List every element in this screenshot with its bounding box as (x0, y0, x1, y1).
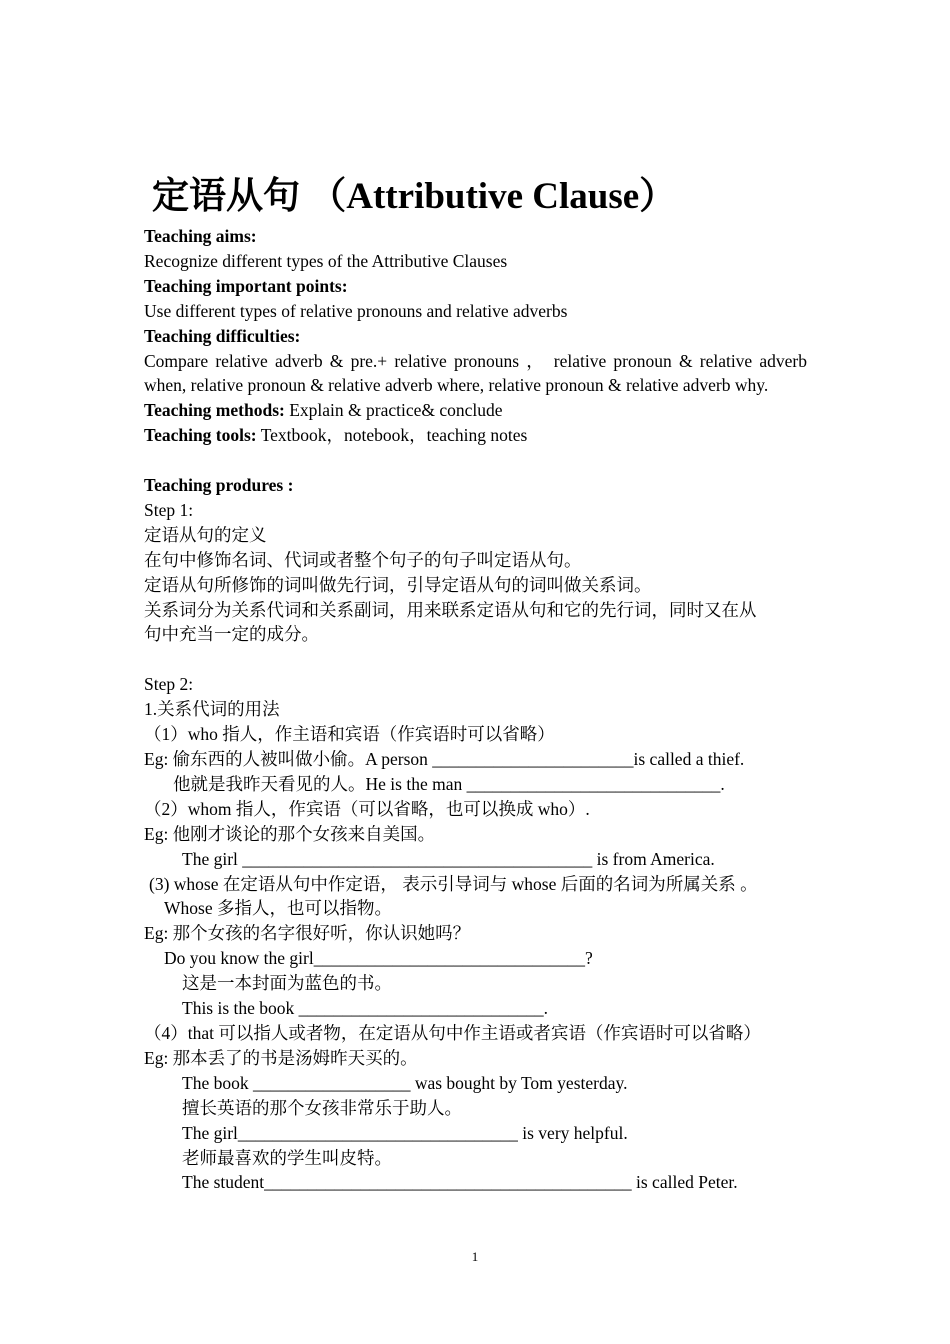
document-body (144, 224, 807, 1195)
step1-line: 句中充当一定的成分。 (144, 624, 319, 645)
exercise-line: Eg: 那本丢了的书是汤姆昨天买的。 (144, 1047, 418, 1068)
points-text: Use different types of relative pronouns and relative adverbs (144, 300, 568, 321)
procedures-heading: Teaching produres : (144, 475, 294, 496)
step2-line: （4）that 可以指人或者物，在定语从句中作主语或者宾语（作宾语时可以省略） (144, 1022, 761, 1043)
page-number: 1 (471, 1249, 479, 1264)
difficulties-heading: Teaching difficulties: (144, 325, 301, 346)
tools-text: Textbook，notebook，teaching notes (256, 425, 528, 446)
blank-line (144, 448, 807, 473)
methods-line (144, 398, 807, 423)
step1-label: Step 1: (144, 499, 194, 520)
step2-line: Whose 多指人，也可以指物。 (164, 898, 392, 919)
exercise-line: The book __________________ was bought by Tom yesterday. (182, 1072, 628, 1093)
exercise-line: Do you know the girl_______________________________? (164, 948, 593, 969)
document-title: 定语从句 （Attributive Clause） (152, 176, 677, 217)
methods-heading: Teaching methods: (144, 400, 285, 421)
exercise-line: 他就是我昨天看见的人。He is the man _____________________________. (173, 773, 725, 794)
exercise-line: 这是一本封面为蓝色的书。 (182, 973, 392, 994)
aims-text: Recognize different types of the Attributive Clauses (144, 250, 508, 271)
methods-text: Explain & practice& conclude (284, 400, 503, 421)
step1-line: 定语从句的定义 (144, 524, 267, 545)
tools-heading: Teaching tools: (144, 425, 257, 446)
step2-line: 1.关系代词的用法 (144, 699, 280, 720)
exercise-line: Eg: 他刚才谈论的那个女孩来自美国。 (144, 823, 436, 844)
step2-label: Step 2: (144, 674, 194, 695)
tools-line (144, 423, 807, 448)
step2-line: （2）whom 指人，作宾语（可以省略，也可以换成 who）. (144, 798, 590, 819)
blank-line (144, 647, 807, 672)
exercise-line: The student__________________________________________ is called Peter. (182, 1172, 738, 1193)
exercise-line: 老师最喜欢的学生叫皮特。 (182, 1147, 392, 1168)
step1-line: 在句中修饰名词、代词或者整个句子的句子叫定语从句。 (144, 549, 582, 570)
exercise-line: Eg: 那个女孩的名字很好听，你认识她吗？ (144, 923, 471, 944)
step1-line: 关系词分为关系代词和关系副词，用来联系定语从句和它的先行词，同时又在从 (144, 599, 757, 620)
step2-line: （1）who 指人，作主语和宾语（作宾语时可以省略） (144, 724, 555, 745)
exercise-line: The girl________________________________ is very helpful. (182, 1122, 628, 1143)
exercise-line: Eg: 偷东西的人被叫做小偷。A person _______________________is called a thief. (144, 749, 745, 769)
points-heading: Teaching important points: (144, 275, 348, 296)
exercise-line: This is the book ____________________________. (182, 998, 549, 1019)
exercise-line: 擅长英语的那个女孩非常乐于助人。 (182, 1097, 462, 1118)
difficulties-text: Compare relative adverb & pre.+ relative pronouns ， relative pronoun & relative adverb when, relative pronoun & relative adverb where, relative pronoun & relative adverb why. (144, 350, 807, 396)
exercise-line: The girl ________________________________________ is from America. (182, 848, 715, 869)
step1-line: 定语从句所修饰的词叫做先行词，引导定语从句的词叫做关系词。 (144, 574, 652, 595)
aims-heading: Teaching aims: (144, 226, 257, 246)
step2-line: (3) whose 在定语从句中作定语， 表示引导词与 whose 后面的名词为所属关系 。 (149, 873, 758, 894)
